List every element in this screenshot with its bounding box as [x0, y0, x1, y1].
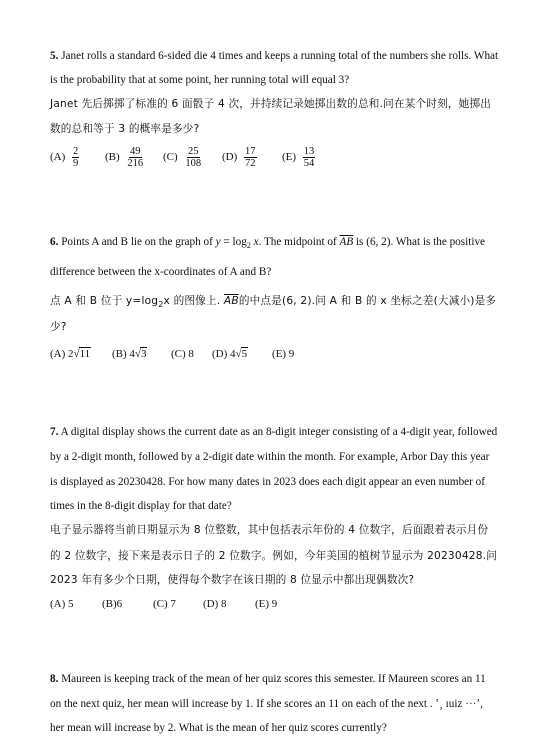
problem-6-cn-line-1: 点 A 和 B 位于 $y=\log_2x$ 的图像上. $\overline{AB}$的中点是(6, 2).问 A 和 B 的 x 坐标之差(大减小)是多	[50, 295, 497, 310]
problem-6-cn-line-2: 少?	[50, 321, 67, 333]
choice-5-d: (D) $\frac{17}{72}$	[222, 146, 256, 169]
choice-6-e: (E) 9	[272, 348, 295, 360]
problem-7-cn-line-3: 2023 年有多少个日期，使得每个数字在该日期的 8 位显示中都出现偶数次?	[50, 574, 415, 586]
problem-7-choices	[50, 598, 470, 614]
problem-6-number: 6.	[50, 236, 59, 248]
problem-7-en-line-2: by a 2-digit month, followed by a 2-digit date within the month. For example, Arbor Day this year	[50, 451, 490, 463]
choice-7-e: (E) 9	[255, 598, 278, 610]
choice-7-d: (D) 8	[203, 598, 227, 610]
choice-6-c: (C) 8	[171, 348, 194, 360]
problem-5-cn-line-2: 数的总和等于 3 的概率是多少?	[50, 123, 200, 135]
choice-5-e: (E) $\frac{13}{54}$	[282, 146, 315, 169]
problem-7-en-line-4: times in the 8-digit display for that date?	[50, 500, 232, 512]
problem-7-cn-line-1: 电子显示器将当前日期显示为 8 位整数，其中包括表示年份的 4 位数字，后面跟着表示月份	[50, 524, 489, 536]
problem-8-number: 8.	[50, 673, 59, 685]
choice-6-d: (D) 4√5	[212, 348, 248, 360]
segment-ab: $\overline{AB}$	[339, 236, 354, 248]
problem-5-en-line-1	[50, 49, 498, 63]
choice-7-b: (B)6	[102, 598, 123, 610]
choice-6-a: (A) 2√11	[50, 348, 91, 360]
problem-6-en-line-2: difference between the x-coordinates of A and B?	[50, 266, 272, 278]
problem-7-cn-line-2: 的 2 位数字，接下来是表示日子的 2 位数字。例如，今年美国的植树节显示为 20230428.问	[50, 550, 497, 562]
problem-8-en-line-1: 8. Maureen is keeping track of the mean of her quiz scores this semester. If Maureen scores an 11	[50, 673, 486, 685]
problem-5-text-1: Janet rolls a standard 6-sided die 4 times and keeps a running total of the numbers she rolls. What	[61, 50, 499, 62]
choice-5-b: (B) $\frac{49}{216}$	[105, 146, 144, 169]
problem-5-number: 5.	[50, 50, 59, 62]
choice-7-c: (C) 7	[153, 598, 176, 610]
choice-5-c: (C) $\frac{25}{108}$	[163, 146, 202, 169]
choice-6-b: (B) 4√3	[112, 348, 147, 360]
problem-5-cn-line-1: Janet 先后掷掷了标准的 6 面骰子 4 次，并持续记录她掷出数的总和.问在某个时刻，她掷出	[50, 98, 492, 110]
problem-7-en-line-3: is displayed as 20230428. For how many dates in 2023 does each digit appear an even number of	[50, 476, 485, 488]
problem-8-en-line-2: on the next quiz, her mean will increase by 1. If she scores an 11 on each of the next . ʽ¸ ıuiz ···ʼ,	[50, 698, 483, 710]
problem-5-en-line-2: is the probability that at some point, her running total will equal 3?	[50, 74, 350, 86]
problem-6-en-line-1: 6. Points A and B lie on the graph of $y = \log_2 x$. The midpoint of $\overline{AB}$ is (6, 2). What is the positive	[50, 236, 486, 251]
problem-7-en-line-1: 7. A digital display shows the current date as an 8-digit integer consisting of a 4-digit year, followed	[50, 426, 498, 438]
problem-5-choices	[50, 146, 470, 174]
problem-6-choices	[50, 348, 470, 364]
problem-7-number: 7.	[50, 426, 59, 438]
choice-7-a: (A) 5	[50, 598, 74, 610]
choice-5-a: (A) $\frac{2}{9}$	[50, 146, 79, 169]
problem-8-en-line-3: her mean will increase by 2. What is the mean of her quiz scores currently?	[50, 722, 387, 734]
